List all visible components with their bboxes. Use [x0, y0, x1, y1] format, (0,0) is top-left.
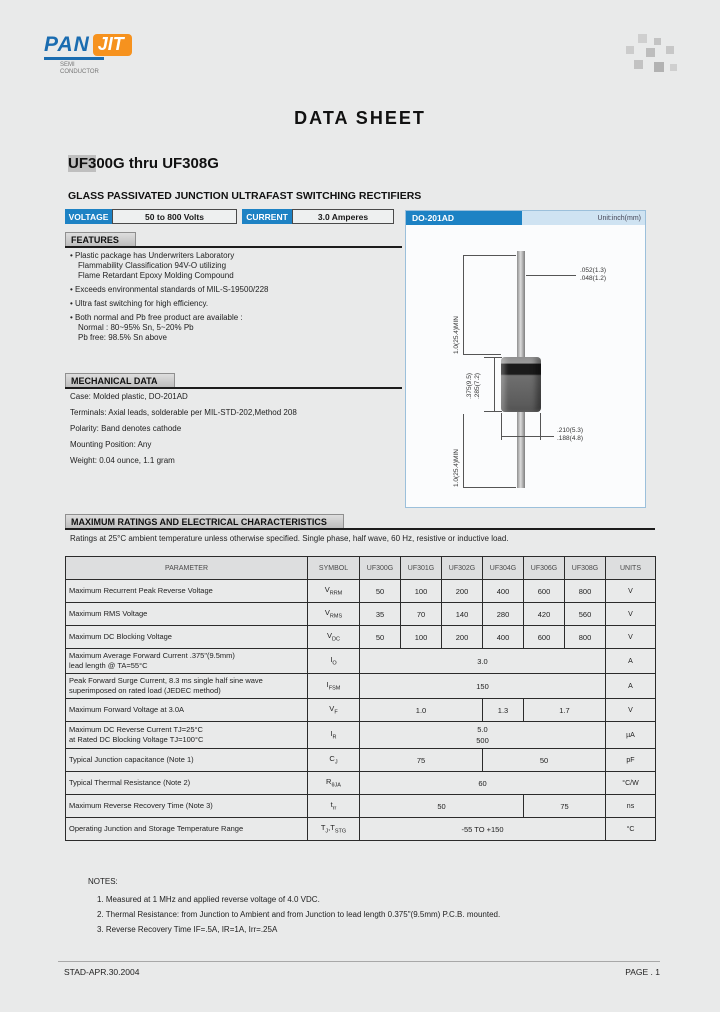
dim-lead-diameter — [580, 267, 606, 283]
value-cell: 75 — [360, 749, 483, 772]
decor-squares — [622, 34, 684, 80]
notes-title: NOTES: — [88, 877, 118, 886]
unit-cell: °C/W — [606, 772, 656, 795]
part-range — [68, 155, 219, 172]
features-list — [70, 251, 400, 343]
dim-body-diameter — [557, 427, 583, 443]
value-cell: 140 — [442, 603, 483, 626]
part-range-rest: 00G thru UF308G — [96, 155, 219, 172]
package-unit-note: Unit:inch(mm) — [522, 211, 645, 225]
param-cell: Maximum Recurrent Peak Reverse Voltage — [66, 580, 308, 603]
mechanical-line: Polarity: Band denotes cathode — [70, 424, 182, 433]
unit-cell: A — [606, 649, 656, 674]
doc-subtitle: GLASS PASSIVATED JUNCTION ULTRAFAST SWITCHING RECTIFIERS — [68, 190, 422, 202]
dim-lead-diameter-max: .052(1.3) — [580, 267, 607, 274]
part-range-highlight: UF3 — [68, 155, 97, 172]
brand-logo — [44, 34, 132, 76]
value-cell: 100 — [401, 580, 442, 603]
mechanical-title: MECHANICAL DATA — [65, 373, 175, 387]
note-line: 3. Reverse Recovery Time IF=.5A, IR=1A, Irr=.25A — [97, 925, 278, 934]
table-header-row — [66, 557, 656, 580]
value-cell: 1.0 — [360, 699, 483, 722]
unit-cell: V — [606, 580, 656, 603]
unit-cell: V — [606, 603, 656, 626]
logo-underline — [44, 57, 104, 60]
table-header-cell: PARAMETER — [66, 557, 308, 580]
dim-line — [463, 414, 464, 488]
lead-bottom — [517, 412, 525, 488]
logo-pan-text: PAN — [44, 33, 90, 56]
table-header-cell: UNITS — [606, 557, 656, 580]
table-header-cell: UF304G — [483, 557, 524, 580]
specs-strip — [65, 209, 394, 224]
feature-line: Normal : 80~95% Sn, 5~20% Pb — [78, 323, 194, 332]
mechanical-line: Terminals: Axial leads, solderable per MIL-STD-202,Method 208 — [70, 408, 297, 417]
value-cell: 50 — [483, 749, 606, 772]
dim-lead-bottom-length: 1.0(25.4)MIN — [453, 449, 460, 487]
table-row — [66, 818, 656, 841]
dim-line — [484, 411, 502, 412]
current-label: CURRENT — [242, 209, 292, 224]
package-name: DO-201AD — [406, 211, 522, 225]
dim-leader — [541, 436, 554, 437]
value-cell: 1.3 — [483, 699, 524, 722]
table-row — [66, 674, 656, 699]
symbol-cell: $V_F$ — [308, 699, 360, 722]
feature-line: Flame Retardant Epoxy Molding Compound — [78, 271, 234, 280]
table-row — [66, 772, 656, 795]
table-row — [66, 580, 656, 603]
dim-body-length-max: .375(9.5) — [466, 372, 473, 400]
symbol-cell: $V_{RRM}$ — [308, 580, 360, 603]
table-header-cell: UF300G — [360, 557, 401, 580]
diode-body — [501, 357, 541, 412]
dim-body-length — [466, 357, 482, 415]
logo-subtitle-line1: SEMI — [60, 62, 75, 68]
symbol-cell: $t_{rr}$ — [308, 795, 360, 818]
dim-lead-diameter-min: .048(1.2) — [580, 275, 607, 282]
value-cell: 200 — [442, 626, 483, 649]
footer-page-number: PAGE . 1 — [625, 967, 660, 977]
footer-divider — [58, 961, 660, 962]
package-panel — [405, 210, 646, 508]
table-header-cell: UF306G — [524, 557, 565, 580]
logo-subtitle — [60, 62, 132, 76]
value-cell: 800 — [565, 580, 606, 603]
value-cell: 70 — [401, 603, 442, 626]
value-cell: -55 TO +150 — [360, 818, 606, 841]
param-cell: Maximum DC Blocking Voltage — [66, 626, 308, 649]
mechanical-line: Case: Molded plastic, DO-201AD — [70, 392, 188, 401]
unit-cell: A — [606, 674, 656, 699]
mechanical-section-header — [65, 371, 402, 389]
symbol-cell: $I_{FSM}$ — [308, 674, 360, 699]
feature-line: • Plastic package has Underwriters Laboratory — [70, 251, 235, 260]
features-title: FEATURES — [65, 232, 136, 246]
unit-cell: °C — [606, 818, 656, 841]
table-header-cell: SYMBOL — [308, 557, 360, 580]
value-cell: 3.0 — [360, 649, 606, 674]
ratings-section-header — [65, 512, 655, 530]
dim-leader — [526, 275, 576, 276]
param-cell: Maximum Reverse Recovery Time (Note 3) — [66, 795, 308, 818]
symbol-cell: $V_{DC}$ — [308, 626, 360, 649]
unit-cell: pF — [606, 749, 656, 772]
table-row — [66, 749, 656, 772]
table-row — [66, 626, 656, 649]
value-cell: 280 — [483, 603, 524, 626]
value-cell: 100 — [401, 626, 442, 649]
table-row — [66, 699, 656, 722]
param-cell: Maximum Forward Voltage at 3.0A — [66, 699, 308, 722]
dim-line — [463, 487, 516, 488]
feature-line: Pb free: 98.5% Sn above — [78, 333, 167, 342]
notes-list — [97, 892, 657, 937]
table-row — [66, 603, 656, 626]
package-header — [406, 211, 645, 225]
ratings-note: Ratings at 25°C ambient temperature unless otherwise specified. Single phase, half wave, 60 Hz, resistive or inductive load. — [70, 534, 509, 543]
value-cell: 75 — [524, 795, 606, 818]
logo-subtitle-line2: CONDUCTOR — [60, 69, 99, 75]
table-row — [66, 649, 656, 674]
feature-line: • Both normal and Pb free product are available : — [70, 313, 243, 322]
value-cell: 50 — [360, 580, 401, 603]
symbol-cell: $R_{\theta JA}$ — [308, 772, 360, 795]
dim-line — [502, 436, 540, 437]
dim-body-length-min: .285(7.2) — [474, 372, 481, 400]
param-cell: Maximum RMS Voltage — [66, 603, 308, 626]
dim-line — [494, 357, 495, 412]
dim-body-diameter-min: .188(4.8) — [557, 435, 584, 442]
note-line: 2. Thermal Resistance: from Junction to Ambient and from Junction to lead length 0.375"(9.5mm) P.C.B. mounted. — [97, 910, 501, 919]
ratings-table — [65, 556, 656, 841]
dim-lead-top-length: 1.0(25.4)MIN — [453, 316, 460, 354]
param-cell: Operating Junction and Storage Temperature Range — [66, 818, 308, 841]
param-cell: Peak Forward Surge Current, 8.3 ms single half sine wave superimposed on rated load (JEDEC method) — [66, 674, 308, 699]
ratings-title: MAXIMUM RATINGS AND ELECTRICAL CHARACTERISTICS — [65, 514, 344, 528]
param-cell: Maximum DC Reverse Current TJ=25°C at Rated DC Blocking Voltage TJ=100°C — [66, 722, 308, 749]
mechanical-list — [70, 392, 400, 472]
features-section-header — [65, 230, 402, 248]
param-cell: Typical Thermal Resistance (Note 2) — [66, 772, 308, 795]
value-cell: 5.0 500 — [360, 722, 606, 749]
value-cell: 600 — [524, 626, 565, 649]
footer-date: STAD-APR.30.2004 — [64, 967, 140, 977]
unit-cell: µA — [606, 722, 656, 749]
value-cell: 50 — [360, 795, 524, 818]
table-header-cell: UF308G — [565, 557, 606, 580]
dim-line — [484, 357, 502, 358]
unit-cell: V — [606, 699, 656, 722]
unit-cell: V — [606, 626, 656, 649]
note-line: 1. Measured at 1 MHz and applied reverse voltage of 4.0 VDC. — [97, 895, 320, 904]
symbol-cell: $C_J$ — [308, 749, 360, 772]
voltage-value: 50 to 800 Volts — [112, 209, 237, 224]
dim-line — [463, 354, 501, 355]
value-cell: 35 — [360, 603, 401, 626]
param-cell: Maximum Average Forward Current .375"(9.5mm) lead length @ TA=55°C — [66, 649, 308, 674]
table-row — [66, 795, 656, 818]
value-cell: 400 — [483, 626, 524, 649]
voltage-label: VOLTAGE — [65, 209, 112, 224]
feature-line: • Exceeds environmental standards of MIL-S-19500/228 — [70, 285, 269, 294]
symbol-cell: $I_R$ — [308, 722, 360, 749]
unit-cell: ns — [606, 795, 656, 818]
value-cell: 50 — [360, 626, 401, 649]
mechanical-line: Mounting Position: Any — [70, 440, 152, 449]
value-cell: 200 — [442, 580, 483, 603]
value-cell: 150 — [360, 674, 606, 699]
symbol-cell: $V_{RMS}$ — [308, 603, 360, 626]
symbol-cell: $I_O$ — [308, 649, 360, 674]
value-cell: 420 — [524, 603, 565, 626]
table-header-cell: UF302G — [442, 557, 483, 580]
value-cell: 1.7 — [524, 699, 606, 722]
current-value: 3.0 Amperes — [292, 209, 394, 224]
package-drawing — [406, 225, 645, 507]
table-row — [66, 722, 656, 749]
feature-line: • Ultra fast switching for high efficiency. — [70, 299, 209, 308]
lead-top — [517, 251, 525, 357]
dim-body-diameter-max: .210(5.3) — [557, 427, 584, 434]
table-header-cell: UF301G — [401, 557, 442, 580]
value-cell: 800 — [565, 626, 606, 649]
value-cell: 400 — [483, 580, 524, 603]
dim-line — [463, 255, 464, 354]
feature-line: Flammability Classification 94V-O utilizing — [78, 261, 227, 270]
dim-line — [463, 255, 516, 256]
page-title: DATA SHEET — [294, 108, 426, 128]
param-cell: Typical Junction capacitance (Note 1) — [66, 749, 308, 772]
logo-jit-badge: JIT — [93, 34, 132, 56]
value-cell: 600 — [524, 580, 565, 603]
value-cell: 60 — [360, 772, 606, 795]
symbol-cell: $T_J,T_{STG}$ — [308, 818, 360, 841]
value-cell: 560 — [565, 603, 606, 626]
mechanical-line: Weight: 0.04 ounce, 1.1 gram — [70, 456, 175, 465]
